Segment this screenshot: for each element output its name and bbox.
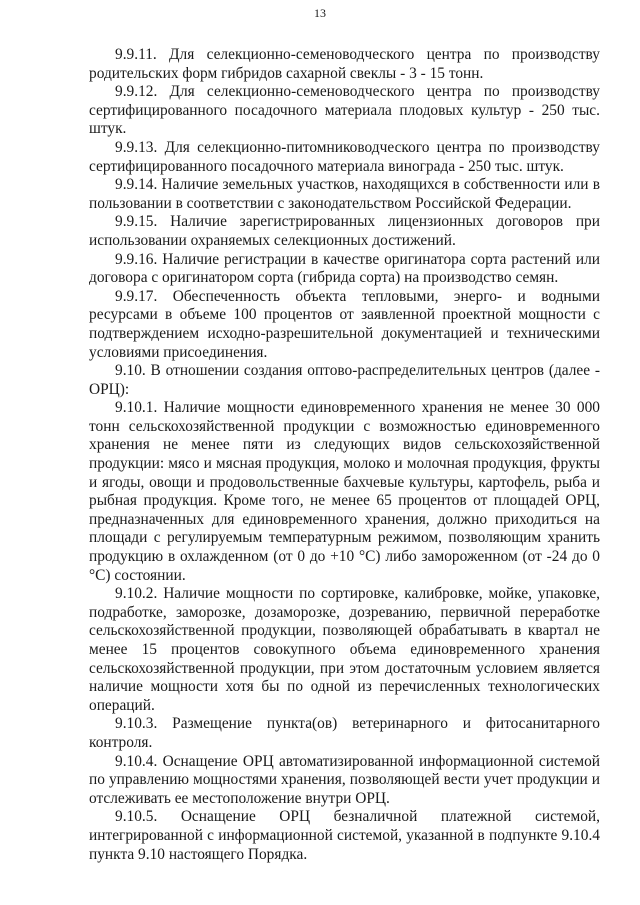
document-body — [89, 46, 600, 864]
paragraph-9-9-17: 9.9.17. Обеспеченность объекта тепловыми, энерго- и водными ресурсами в объеме 100 процентов от заявленной проектной мощности с подтверждением исходно-разрешительной документацией и техническими условиями присоединения. — [89, 287, 600, 361]
paragraph-9-9-13: 9.9.13. Для селекционно-питомниководческого центра по производству сертифицированного посадочного материала винограда - 250 тыс. штук. — [89, 138, 600, 175]
paragraph-9-9-14: 9.9.14. Наличие земельных участков, находящихся в собственности или в пользовании в соответствии с законодательством Российской Федерации. — [89, 176, 600, 212]
paragraph-9-9-15: 9.9.15. Наличие зарегистрированных лицензионных договоров при использовании охраняемых селекционных достижений. — [89, 213, 600, 249]
page-number: 13 — [314, 6, 326, 20]
paragraph-9-10-1: 9.10.1. Наличие мощности единовременного хранения не менее 30 000 тонн сельскохозяйственной продукции с возможностью единовременного хранения не менее пяти из следующих видов сельскохозяйственной продукции: мясо и мясная продукция, молоко и молочная продукция, фрукты и ягоды, овощи и продовольственные бахчевые культуры, картофель, рыба и рыбная продукция. Кроме того, не менее 65 процентов от площадей ОРЦ, предназначенных для единовременного хранения, должно приходиться на площади с регулируемым температурным режимом, позволяющим хранить продукцию в охлажденном (от 0 до +10 °C) либо замороженном (от -24 до 0 °C) состоянии. — [89, 399, 600, 584]
paragraph-9-10-2: 9.10.2. Наличие мощности по сортировке, калибровке, мойке, упаковке, подработке, заморозке, дозаморозке, дозреванию, первичной переработке сельскохозяйственной продукции, позволяющей обрабатывать в квартал не менее 15 процентов совокупного объема единовременного хранения сельскохозяйственной продукции, при этом достаточным условием является наличие мощности хотя бы по одной из перечисленных технологических операций. — [89, 585, 600, 714]
paragraph-9-9-11: 9.9.11. Для селекционно-семеноводческого центра по производству родительских форм гибридов сахарной свеклы - 3 - 15 тонн. — [89, 46, 600, 82]
paragraph-9-9-12: 9.9.12. Для селекционно-семеноводческого центра по производству сертифицированного посадочного материала плодовых культур - 250 тыс. штук. — [89, 83, 600, 138]
paragraph-9-10-3: 9.10.3. Размещение пункта(ов) ветеринарного и фитосанитарного контроля. — [89, 715, 600, 751]
paragraph-9-10-5: 9.10.5. Оснащение ОРЦ безналичной платежной системой, интегрированной с информационной системой, указанной в подпункте 9.10.4 пункта 9.10 настоящего Порядка. — [89, 808, 600, 863]
paragraph-9-10-4: 9.10.4. Оснащение ОРЦ автоматизированной информационной системой по управлению мощностями хранения, позволяющей вести учет продукции и отслеживать ее местоположение внутри ОРЦ. — [89, 752, 600, 807]
paragraph-9-10: 9.10. В отношении создания оптово-распределительных центров (далее - ОРЦ): — [89, 362, 600, 398]
paragraph-9-9-16: 9.9.16. Наличие регистрации в качестве оригинатора сорта растений или договора с оригинатором сорта (гибрида сорта) на производство семян. — [89, 250, 600, 287]
